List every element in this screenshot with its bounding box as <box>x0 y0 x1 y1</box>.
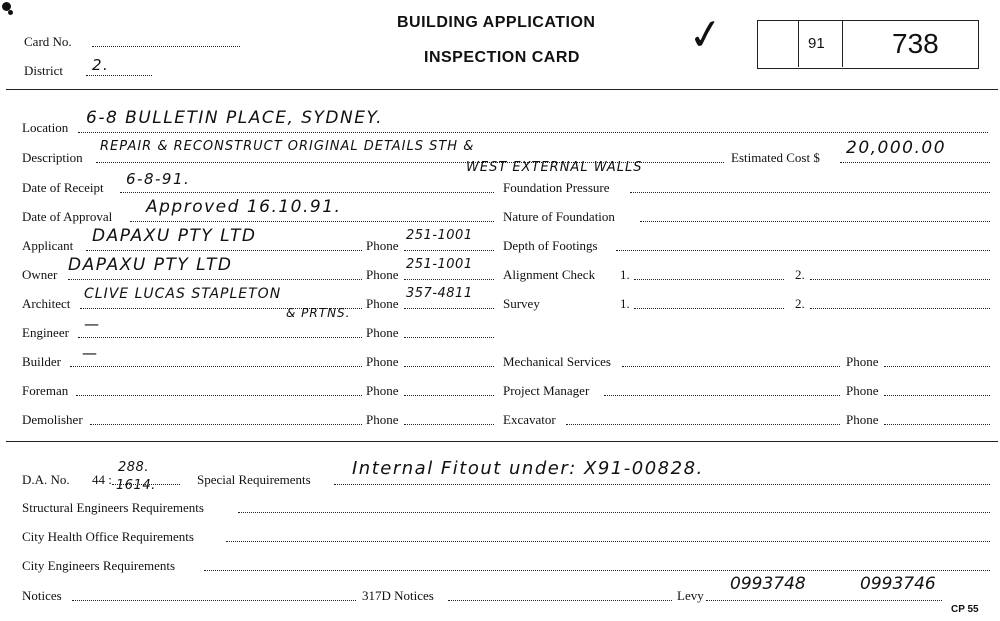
location-value: 6-8 BULLETIN PLACE, SYDNEY. <box>86 108 384 128</box>
health-label: City Health Office Requirements <box>22 529 194 544</box>
builder-value: — <box>82 344 99 362</box>
engineers-req-field <box>204 558 990 571</box>
depth-footings-label: Depth of Footings <box>503 238 598 253</box>
box-prefix: 91 <box>808 35 825 52</box>
da-value-bottom: 1614. <box>116 478 156 493</box>
location-label: Location <box>22 120 69 135</box>
levy-value-1: 0993748 <box>730 574 806 594</box>
notices-field <box>72 588 356 601</box>
description-label: Description <box>22 150 83 165</box>
check-mark: ✓ <box>684 7 727 62</box>
engineer-field <box>78 325 362 338</box>
survey-label: Survey <box>503 296 540 311</box>
applicant-value: DAPAXU PTY LTD <box>92 226 257 246</box>
engineer-phone-label: Phone <box>366 325 399 340</box>
footer-code: CP 55 <box>951 604 979 615</box>
title-line-1: BUILDING APPLICATION <box>397 14 596 31</box>
demolisher-phone-field <box>404 412 494 425</box>
foreman-phone-field <box>404 383 494 396</box>
da-field <box>112 472 180 485</box>
owner-value: DAPAXU PTY LTD <box>68 255 233 275</box>
alignment-two-field <box>810 267 990 280</box>
da-prefix: 44 : <box>92 472 112 487</box>
project-manager-label: Project Manager <box>503 383 590 398</box>
foreman-phone-label: Phone <box>366 383 399 398</box>
estimated-cost-value: 20,000.00 <box>846 138 947 158</box>
health-field <box>226 529 990 542</box>
alignment-one-field <box>634 267 784 280</box>
section-divider <box>6 441 998 442</box>
applicant-phone-label: Phone <box>366 238 399 253</box>
foreman-field <box>76 383 362 396</box>
builder-phone-field <box>404 354 494 367</box>
notices-317-field <box>448 588 672 601</box>
demolisher-phone-label: Phone <box>366 412 399 427</box>
architect-value: CLIVE LUCAS STAPLETON <box>84 286 282 302</box>
notices-label: Notices <box>22 588 62 603</box>
title-line-2: INSPECTION CARD <box>424 49 580 66</box>
estimated-cost-label: Estimated Cost $ <box>731 150 820 165</box>
foundation-pressure-label: Foundation Pressure <box>503 180 610 195</box>
da-value-top: 288. <box>118 460 149 475</box>
owner-phone-value: 251-1001 <box>406 257 473 272</box>
card-number-box <box>757 20 979 69</box>
structural-field <box>238 500 990 513</box>
mechanical-phone-label: Phone <box>846 354 879 369</box>
survey-one-label: 1. <box>620 296 630 311</box>
survey-two-field <box>810 296 990 309</box>
architect-phone-label: Phone <box>366 296 399 311</box>
architect-label: Architect <box>22 296 71 311</box>
foundation-pressure-field <box>630 180 990 193</box>
description-value-line2: WEST EXTERNAL WALLS <box>466 160 643 175</box>
nature-foundation-label: Nature of Foundation <box>503 209 615 224</box>
nature-foundation-field <box>640 209 990 222</box>
engineer-phone-field <box>404 325 494 338</box>
architect-phone-value: 357-4811 <box>406 286 473 301</box>
engineer-value: — <box>84 315 101 333</box>
special-requirements-label: Special Requirements <box>197 472 311 487</box>
district-value: 2. <box>92 56 110 74</box>
alignment-two-label: 2. <box>795 267 805 282</box>
owner-label: Owner <box>22 267 58 282</box>
card-no-label: Card No. <box>24 34 72 49</box>
box-divider-2 <box>842 21 843 67</box>
builder-field <box>70 354 362 367</box>
district-label: District <box>24 63 63 78</box>
structural-label: Structural Engineers Requirements <box>22 500 204 515</box>
box-divider-1 <box>798 21 799 67</box>
demolisher-field <box>90 412 362 425</box>
card-no-field <box>92 34 240 47</box>
builder-label: Builder <box>22 354 61 369</box>
engineer-label: Engineer <box>22 325 69 340</box>
receipt-value: 6-8-91. <box>126 170 191 188</box>
levy-value-2: 0993746 <box>860 574 936 594</box>
engineers-req-label: City Engineers Requirements <box>22 558 176 573</box>
depth-footings-field <box>616 238 990 251</box>
project-manager-phone-field <box>884 383 990 396</box>
box-number: 738 <box>892 28 939 59</box>
architect-value-line2: & PRTNS. <box>286 306 351 320</box>
applicant-phone-value: 251-1001 <box>406 228 473 243</box>
da-label: D.A. No. <box>22 472 70 487</box>
survey-one-field <box>634 296 784 309</box>
description-value: REPAIR & RECONSTRUCT ORIGINAL DETAILS STH & <box>100 139 475 154</box>
survey-two-label: 2. <box>795 296 805 311</box>
project-manager-field <box>604 383 840 396</box>
alignment-one-label: 1. <box>620 267 630 282</box>
header-divider <box>6 89 998 90</box>
excavator-field <box>566 412 840 425</box>
alignment-label: Alignment Check <box>503 267 596 282</box>
owner-phone-label: Phone <box>366 267 399 282</box>
demolisher-label: Demolisher <box>22 412 83 427</box>
excavator-label: Excavator <box>503 412 556 427</box>
mechanical-field <box>622 354 840 367</box>
receipt-label: Date of Receipt <box>22 180 104 195</box>
excavator-phone-field <box>884 412 990 425</box>
special-requirements-value: Internal Fitout under: X91-00828. <box>352 458 704 479</box>
excavator-phone-label: Phone <box>846 412 879 427</box>
project-manager-phone-label: Phone <box>846 383 879 398</box>
mechanical-phone-field <box>884 354 990 367</box>
approval-label: Date of Approval <box>22 209 113 224</box>
applicant-label: Applicant <box>22 238 74 253</box>
builder-phone-label: Phone <box>366 354 399 369</box>
notices-317-label: 317D Notices <box>362 588 434 603</box>
levy-label: Levy <box>677 588 704 603</box>
approval-value: Approved 16.10.91. <box>146 197 342 217</box>
mechanical-label: Mechanical Services <box>503 354 611 369</box>
foreman-label: Foreman <box>22 383 69 398</box>
hole-punch-mark-2 <box>8 10 13 15</box>
